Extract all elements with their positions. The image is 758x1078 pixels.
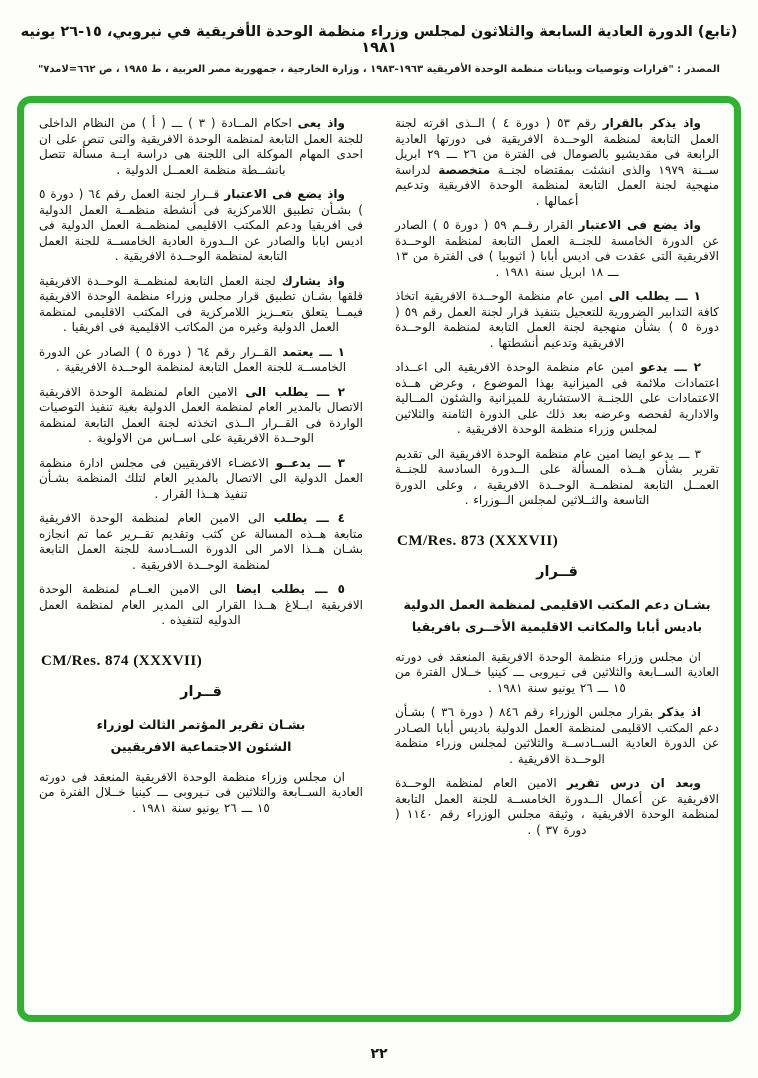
bold-lead: واذ يعى — [297, 116, 345, 130]
bold-lead: ٥ ـــ يطلب ايضا — [236, 582, 345, 596]
page-header — [20, 24, 738, 75]
paragraph — [39, 770, 363, 817]
paragraph — [39, 385, 363, 447]
text-run: ان مجلس وزراء منظمة الوحدة الافريقية المنعقد فى دورته العادية الســابعة والثلاثين فى نـيروبى ـــ كينيا خــلال الفترة من ١٥ ـــ ٢٦ يونيو سنة ١٩٨١ . — [39, 769, 363, 815]
paragraph — [395, 776, 719, 838]
bold-lead: واذ يشارك — [281, 273, 345, 288]
text-run: امين عام منظمة الوحــدة الافريقية اتخاذ كافة التدابير الضرورية للتعجيل بتنفيذ قرار لجنة العمل رقم ٥٩ ( دورة ٥ ) بشأن منهجية لجنة العمل التابعة لمنظمة الوحــدة الافريقية وتدعيم أنشطتها . — [395, 289, 719, 350]
paragraph — [395, 650, 719, 697]
bold-lead: ١ ـــ يعتمد — [282, 344, 345, 359]
paragraph — [39, 187, 363, 265]
bold-lead: ٣ ـــ يدعــو — [275, 455, 345, 470]
text-run: ان مجلس وزراء منظمة الوحدة الافريقية المنعقد فى دورته العادية الســابعة والثلاثين فى نـيروبى ـــ كينيا خــلال الفترة من ١٥ ـــ ٢٦ يونيو سنة ١٩٨١ . — [395, 649, 719, 695]
text-run: القرار رقــم ٥٩ ( دورة ٥ ) الصادر عن الدورة الخامسة للجنــة العمل التابعة لمنظمة الوحــدة الافريقية التى عقدت فى اديس أبابا ( اثيوبيا ) فى الفترة من ١٣ ـــ ١٨ ابريل سنة ١٩٨١ . — [395, 218, 719, 279]
resolution-title: قــرار — [536, 563, 578, 580]
resolution-number: CM/Res. 874 (XXXVII) — [41, 652, 203, 669]
paragraph — [39, 116, 363, 178]
subtitle-line: بشـان تقرير المؤتمر الثالث لوزراء — [96, 716, 306, 732]
paragraph — [39, 345, 363, 376]
resolution-subtitle — [39, 714, 363, 758]
column-left — [39, 116, 363, 1005]
paragraph — [395, 289, 719, 351]
text-run: الى الامين العــام لمنظمة الوحدة الافريقية ابــلاغ هــذا القرار الى المدير العام لمنظمة العمل الدوليه لتنفيذه . — [39, 582, 363, 627]
session-title: (تابع) الدورة العادية السابعة والثلاثون لمجلس وزراء منظمة الوحدة الأفريقية في نيروبي، ١٥-٢٦ يونيه ١٩٨١ — [20, 24, 738, 56]
bold-lead: واذ يضع فى الاعتبار — [578, 218, 701, 232]
bold-lead: وبعد ان درس تقرير — [566, 776, 702, 790]
text-run: الامين العام لمنظمة الوحدة الافريقية الاتصال بالمدير العام لمنظمة العمل الدولية بغية تنفيذ التوصيات الواردة فى القــرار الــذى اتخذته لجنة العمل التابعة لمنظمة الوحــدة الافريقية على اســاس من الاولوية . — [39, 384, 363, 445]
text-run: لدراسة منهجية لجنة العمل التابعة لمنظمة الوحدة الافريقية وتدعيم أعمالها . — [395, 162, 719, 208]
subtitle-line: بشـان دعم المكتب الاقليمى لمنظمة العمل الدولية — [403, 596, 711, 612]
subtitle-line: باديس أبابا والمكاتب الاقليمية الأخــرى بافريقيا — [411, 618, 703, 634]
document-frame — [17, 96, 741, 1022]
resolution-title: قــرار — [180, 683, 222, 700]
paragraph — [395, 116, 719, 209]
resolution-number: CM/Res. 873 (XXXVII) — [397, 532, 559, 549]
text-run: الاعضـاء الافريقيين فى مجلس ادارة منظمة العمل الدولية الى الاتصال بالمدير العام لتلك المنظمة بشـأن تنفيذ هــذا القرار . — [39, 455, 363, 501]
subtitle-line: الشئون الاجتماعية الافريقيين — [110, 738, 292, 754]
bold-lead: ٤ ـــ يطلب — [273, 511, 345, 525]
source-citation: المصدر : "قرارات وتوصيات وبيانات منظمة الوحدة الأفريقية ١٩٦٣-١٩٨٣ ، وزارة الخارجية ، جمهورية مصر العربية ، ط ١٩٨٥ ، ص ٦٦٢=لامد٧" — [38, 64, 720, 75]
paragraph — [39, 582, 363, 629]
text-run: الى الامين العام لمنظمة الوحدة الافريقية متابعة هــذه المسالة عن كثب وتقديم تقــرير عما تم انجازه بشـان هــذا الامر الى الدورة الســادسة للجنة العمل التابعة لمنظمة الوحــدة الافريقية . — [39, 511, 363, 572]
bold-lead: متخصصة — [438, 162, 491, 177]
paragraph — [39, 274, 363, 336]
paragraph — [395, 705, 719, 767]
bold-lead: واذ يضع فى الاعتبار — [224, 187, 345, 201]
paragraph — [39, 511, 363, 573]
bold-lead: ٢ ـــ يدعو — [640, 360, 701, 374]
resolution-subtitle — [395, 594, 719, 638]
text-run: قــرار لجنة العمل رقم ٦٤ ( دورة ٥ ) بشـأن تطبيق اللامركزية فى أنشطة منظمــة العمل الدولية فى افريقيا ودعم المكتب الاقليمى لمنظمــة العمل الدولية فى اديس ابابا والصادر عن الــدورة العادية الخامســة للجنة العمل التابعة لمنظمة الوحــدة الافريقية . — [39, 187, 363, 263]
text-run: لجنة العمل التابعة لمنظمــة الوحــدة الافريقية قلقها بشـان تطبيق قرار مجلس وزراء منظمة الوحدة الافريقية فيمــا يتعلق بتعــزيز اللامركزية فى المكتب الاقليمى لمنظمة العمل الدولية وغيره من المكاتب الاقليمية فى افريقيا . — [39, 273, 363, 334]
paragraph — [395, 360, 719, 438]
column-right — [395, 116, 719, 1005]
two-column-text — [39, 116, 719, 1005]
bold-lead: ٢ ـــ يطلب الى — [245, 384, 345, 399]
text-run: احكام المــادة ( ٣ ) ـــ ( أ ) من النظام الداخلى للجنة العمل التابعة لمنظمة الوحدة الافريقية والتى تنص على ان احدى المهام الموكلة الى اللجنة هى دراسة ايــة مسألة تتصل بانشــطة منظمة العمــل الدولية . — [39, 116, 363, 177]
page-number: ٢٢ — [370, 1046, 388, 1062]
bold-lead: واذ يذكر بالقرار — [602, 116, 702, 130]
text-run: القــرار رقم ٦٤ ( دورة ٥ ) الصادر عن الدورة الخامســة للجنة العمل التابعة لمنظمة الوحــدة الافريقية . — [39, 344, 347, 374]
paragraph — [395, 447, 719, 509]
bold-lead: ١ ـــ يطلب الى — [608, 289, 701, 303]
paragraph — [39, 456, 363, 503]
text-run: ٣ ـــ يدعو ايضا امين عام منظمة الوحدة الافريقية الى تقديم تقرير بشأن هــذه المسألة على الــدورة السادسة للجنــة العمــل التابعة لمنظمــة الوحــدة الافريقية ، وعلى الدورة التاسعة والثــلاثين لمجلس الــوزراء . — [395, 446, 719, 507]
paragraph — [395, 218, 719, 280]
bold-lead: اذ يذكر — [658, 705, 701, 719]
text-run: امين عام منظمة الوحدة الافريقية الى اعــداد اعتمادات ملائمة فى الميزانية بهذا الموضوع ، وعرض هــذه الاعتمادات على اللجنــة الاستشارية للميزانية والشئون المــالية والادارية لفحصه وعرضه بعد ذلك على الدورة الثامنة والثلاثين لمجلس وزراء منظمة الوحدة الافريقية . — [395, 360, 719, 436]
text-run: رقم ٥٣ ( دورة ٤ ) الــذى اقرته لجنة العمل التابعة لمنظمة الوحــدة الافريقية فى دورتها العادية الرابعة فى مقديشيو بالصومال فى الفترة من ٢٦ ـــ ٢٩ ابريل ســنة ١٩٧٩ والذى انشئت بمقتضاه لجنــة — [395, 116, 720, 177]
text-run: بقرار مجلس الوزراء رقم ٨٤٦ ( دورة ٣٦ ) بشـأن دعم المكتب الاقليمى لمنظمة العمل الدولية باديس أبابا الصـادر عن الدورة العادية الســادســة والثلاثين لمجلس وزراء منظمة الوحــدة الافريقية . — [395, 705, 719, 766]
text-run: الامين العام لمنظمة الوحــدة الافريقية عن أعمال الــدورة الخامســة للجنة العمل التابعة لمنظمة الوحدة الافريقية ، وثيقة مجلس الوزراء رقم ١١٤٠ ( دورة ٣٧ ) . — [395, 776, 719, 837]
